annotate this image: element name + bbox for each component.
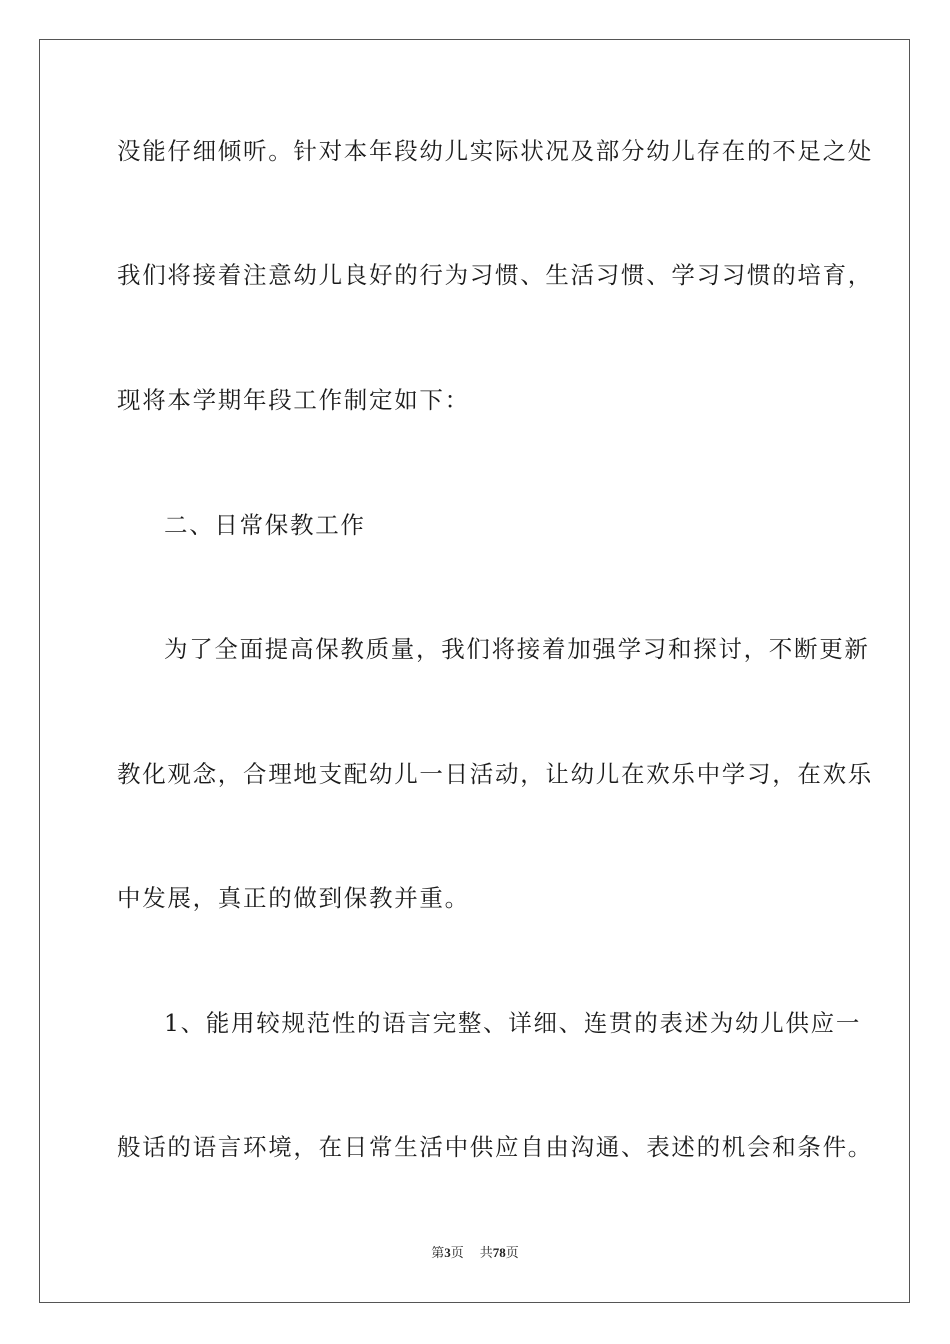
page-prefix: 第	[431, 1245, 445, 1260]
paragraph-line-6: 中发展，真正的做到保教并重。	[117, 884, 470, 912]
total-suffix: 页	[505, 1245, 519, 1260]
paragraph-line-3: 现将本学期年段工作制定如下：	[117, 386, 470, 414]
paragraph-line-1: 没能仔细倾听。针对本年段幼儿实际状况及部分幼儿存在的不足之处	[117, 137, 873, 165]
paragraph-line-2: 我们将接着注意幼儿良好的行为习惯、生活习惯、学习习惯的培育，	[117, 261, 873, 289]
total-pages: 78	[492, 1245, 506, 1260]
list-item-1-line-1: 1、能用较规范性的语言完整、详细、连贯的表述为幼儿供应一	[164, 1009, 862, 1037]
total-prefix: 共	[479, 1245, 493, 1260]
section-heading: 二、日常保教工作	[164, 511, 366, 539]
paragraph-line-4: 为了全面提高保教质量，我们将接着加强学习和探讨，不断更新	[164, 635, 870, 663]
list-item-1-line-2: 般话的语言环境，在日常生活中供应自由沟通、表述的机会和条件。	[117, 1133, 873, 1161]
page-footer	[0, 1244, 950, 1262]
page-number: 3	[444, 1245, 451, 1260]
paragraph-line-5: 教化观念，合理地支配幼儿一日活动，让幼儿在欢乐中学习，在欢乐	[117, 760, 873, 788]
page-suffix: 页	[450, 1245, 464, 1260]
page-border	[39, 39, 910, 1303]
